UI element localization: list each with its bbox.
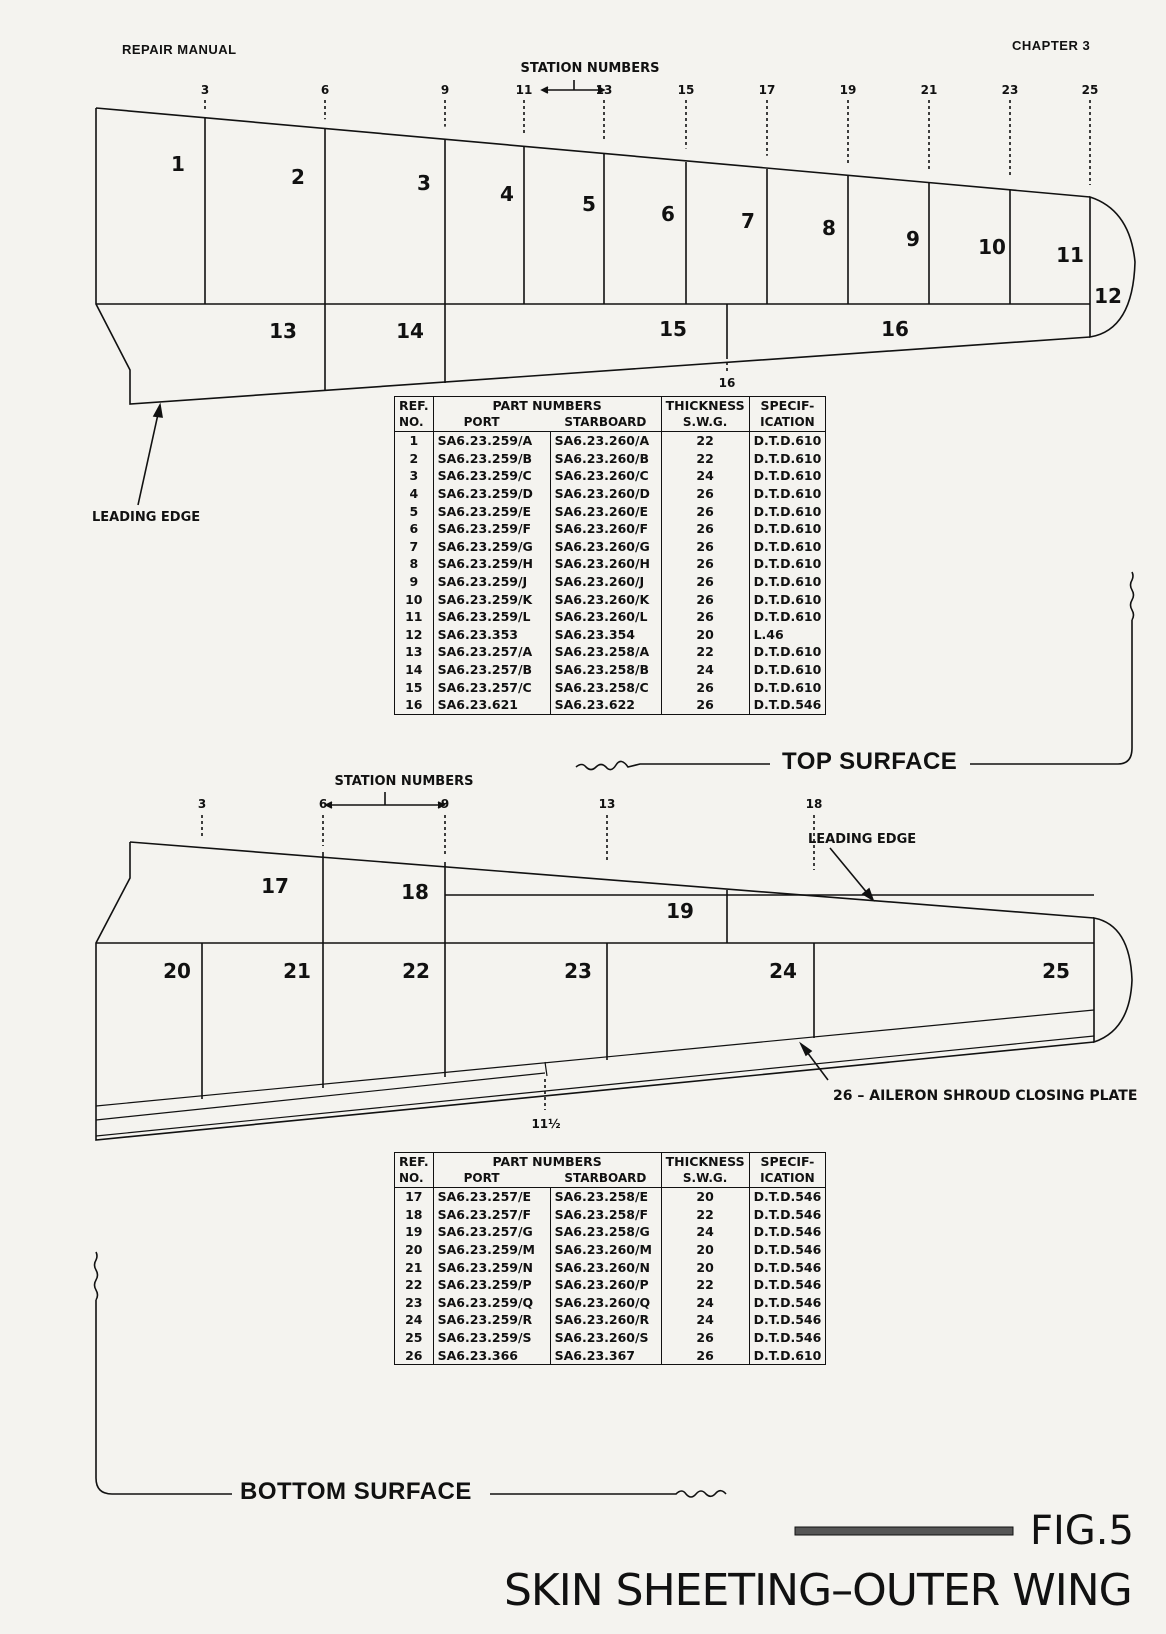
- panel-22: 22: [402, 959, 430, 983]
- panel-4: 4: [500, 182, 514, 206]
- spec-cell: D.T.D.546: [749, 1206, 826, 1224]
- ref-cell: 25: [395, 1329, 434, 1347]
- spec-cell: D.T.D.610: [749, 502, 826, 520]
- top-panel-numbers: [171, 152, 1122, 343]
- port-part-cell: SA6.23.259/K: [433, 590, 550, 608]
- thickness-cell: 20: [661, 626, 749, 644]
- panel-14: 14: [396, 319, 424, 343]
- table-row: [395, 1311, 826, 1329]
- top-wingtip: [1090, 197, 1135, 337]
- ref-cell: 13: [395, 643, 434, 661]
- thickness-cell: 26: [661, 485, 749, 503]
- top-station-numbers-label: STATION NUMBERS: [520, 61, 660, 76]
- spec-cell: D.T.D.610: [749, 1346, 826, 1364]
- starboard-part-cell: SA6.23.260/Q: [550, 1294, 661, 1312]
- ref-cell: 19: [395, 1223, 434, 1241]
- table-row: [395, 590, 826, 608]
- bottom-leading-edge-label: LEADING EDGE: [808, 832, 917, 847]
- spec-cell: D.T.D.546: [749, 1276, 826, 1294]
- panel-20: 20: [163, 959, 191, 983]
- station-label: 21: [920, 83, 938, 97]
- thickness-cell: 24: [661, 1311, 749, 1329]
- table-row: [395, 432, 826, 450]
- panel-6: 6: [661, 202, 675, 226]
- starboard-part-cell: SA6.23.258/A: [550, 643, 661, 661]
- station-label: 13: [595, 83, 613, 97]
- port-part-cell: SA6.23.259/P: [433, 1276, 550, 1294]
- ref-cell: 23: [395, 1294, 434, 1312]
- ref-cell: 9: [395, 573, 434, 591]
- panel-18: 18: [401, 880, 429, 904]
- starboard-part-cell: SA6.23.260/C: [550, 467, 661, 485]
- top-station-markers: [201, 83, 1099, 185]
- starboard-part-cell: SA6.23.258/G: [550, 1223, 661, 1241]
- station-label: 23: [1001, 83, 1019, 97]
- thickness-cell: 22: [661, 643, 749, 661]
- th-swg: S.W.G.: [661, 414, 749, 432]
- station-label: 6: [320, 83, 330, 97]
- thickness-cell: 26: [661, 520, 749, 538]
- spec-cell: D.T.D.610: [749, 450, 826, 468]
- table-row: [395, 467, 826, 485]
- starboard-part-cell: SA6.23.260/F: [550, 520, 661, 538]
- station-label: 13: [598, 797, 616, 811]
- ref-cell: 26: [395, 1346, 434, 1364]
- port-part-cell: SA6.23.259/J: [433, 573, 550, 591]
- th-part-numbers: PART NUMBERS: [433, 397, 661, 415]
- bottom-panel-19-lines: [445, 890, 1094, 943]
- ref-cell: 15: [395, 678, 434, 696]
- ref-cell: 8: [395, 555, 434, 573]
- thickness-cell: 22: [661, 432, 749, 450]
- starboard-part-cell: SA6.23.367: [550, 1346, 661, 1364]
- table-row: [395, 608, 826, 626]
- starboard-part-cell: SA6.23.354: [550, 626, 661, 644]
- panel-23: 23: [564, 959, 592, 983]
- thickness-cell: 22: [661, 450, 749, 468]
- bottom-station-bracket: [332, 792, 438, 805]
- th-spec: SPECIF-: [749, 1153, 826, 1171]
- th-port: PORT: [433, 1170, 550, 1188]
- table-row: [395, 1241, 826, 1259]
- table-row: [395, 678, 826, 696]
- starboard-part-cell: SA6.23.260/J: [550, 573, 661, 591]
- station-label: 11: [515, 83, 533, 97]
- figure-title: SKIN SHEETING–OUTER WING: [504, 1565, 1132, 1616]
- starboard-part-cell: SA6.23.258/C: [550, 678, 661, 696]
- spec-cell: D.T.D.546: [749, 1311, 826, 1329]
- th-ref: REF.: [395, 1153, 434, 1171]
- th-ication: ICATION: [749, 1170, 826, 1188]
- port-part-cell: SA6.23.259/S: [433, 1329, 550, 1347]
- ref-cell: 2: [395, 450, 434, 468]
- spec-cell: D.T.D.610: [749, 661, 826, 679]
- thickness-cell: 26: [661, 696, 749, 714]
- thickness-cell: 26: [661, 538, 749, 556]
- starboard-part-cell: SA6.23.258/F: [550, 1206, 661, 1224]
- panel-7: 7: [741, 209, 755, 233]
- top-wing-outline: [96, 108, 1090, 404]
- station-label: 9: [440, 83, 450, 97]
- thickness-cell: 20: [661, 1241, 749, 1259]
- ref-cell: 12: [395, 626, 434, 644]
- th-swg: S.W.G.: [661, 1170, 749, 1188]
- top-parts-table: [394, 396, 826, 715]
- port-part-cell: SA6.23.259/B: [433, 450, 550, 468]
- starboard-part-cell: SA6.23.260/G: [550, 538, 661, 556]
- panel-16: 16: [881, 317, 909, 341]
- panel-19: 19: [666, 899, 694, 923]
- spec-cell: D.T.D.610: [749, 590, 826, 608]
- starboard-part-cell: SA6.23.260/A: [550, 432, 661, 450]
- starboard-part-cell: SA6.23.258/B: [550, 661, 661, 679]
- spec-cell: D.T.D.610: [749, 678, 826, 696]
- thickness-cell: 26: [661, 608, 749, 626]
- spec-cell: D.T.D.610: [749, 467, 826, 485]
- thickness-cell: 20: [661, 1188, 749, 1206]
- panel-2: 2: [291, 165, 305, 189]
- table-row: [395, 450, 826, 468]
- bottom-surface-label: BOTTOM SURFACE: [234, 1478, 478, 1506]
- port-part-cell: SA6.23.259/A: [433, 432, 550, 450]
- table-row: [395, 1223, 826, 1241]
- spec-cell: D.T.D.546: [749, 1258, 826, 1276]
- port-part-cell: SA6.23.259/R: [433, 1311, 550, 1329]
- table-row: [395, 1294, 826, 1312]
- spec-cell: D.T.D.610: [749, 555, 826, 573]
- port-part-cell: SA6.23.257/F: [433, 1206, 550, 1224]
- thickness-cell: 26: [661, 555, 749, 573]
- starboard-part-cell: SA6.23.260/D: [550, 485, 661, 503]
- starboard-part-cell: SA6.23.258/E: [550, 1188, 661, 1206]
- port-part-cell: SA6.23.257/C: [433, 678, 550, 696]
- aileron-shroud-arrow: [801, 1044, 811, 1055]
- port-part-cell: SA6.23.366: [433, 1346, 550, 1364]
- spec-cell: D.T.D.610: [749, 520, 826, 538]
- figure-hatch-bar: [795, 1527, 1013, 1535]
- station-label: 3: [197, 797, 207, 811]
- thickness-cell: 26: [661, 678, 749, 696]
- bottom-surface-diagram: [95, 774, 1138, 1497]
- thickness-cell: 24: [661, 661, 749, 679]
- starboard-part-cell: SA6.23.260/H: [550, 555, 661, 573]
- spec-cell: D.T.D.610: [749, 538, 826, 556]
- bottom-parts-table: [394, 1152, 826, 1365]
- spec-cell: D.T.D.546: [749, 1294, 826, 1312]
- panel-3: 3: [417, 171, 431, 195]
- top-station-bracket: [548, 80, 598, 90]
- port-part-cell: SA6.23.257/A: [433, 643, 550, 661]
- port-part-cell: SA6.23.259/M: [433, 1241, 550, 1259]
- table-row: [395, 696, 826, 714]
- th-no: NO.: [395, 1170, 434, 1188]
- ref-cell: 5: [395, 502, 434, 520]
- ref-cell: 22: [395, 1276, 434, 1294]
- th-thickness: THICKNESS: [661, 397, 749, 415]
- port-part-cell: SA6.23.257/B: [433, 661, 550, 679]
- thickness-cell: 20: [661, 1258, 749, 1276]
- port-part-cell: SA6.23.259/H: [433, 555, 550, 573]
- thickness-cell: 24: [661, 1294, 749, 1312]
- bottom-wingtip: [1094, 918, 1132, 1042]
- table-row: [395, 1258, 826, 1276]
- starboard-part-cell: SA6.23.260/R: [550, 1311, 661, 1329]
- spec-cell: D.T.D.610: [749, 573, 826, 591]
- table-row: [395, 1206, 826, 1224]
- panel-9: 9: [906, 227, 920, 251]
- station-label: 18: [805, 797, 823, 811]
- starboard-part-cell: SA6.23.260/M: [550, 1241, 661, 1259]
- thickness-cell: 26: [661, 573, 749, 591]
- starboard-part-cell: SA6.23.260/K: [550, 590, 661, 608]
- ref-cell: 10: [395, 590, 434, 608]
- ref-cell: 21: [395, 1258, 434, 1276]
- port-part-cell: SA6.23.353: [433, 626, 550, 644]
- ref-cell: 1: [395, 432, 434, 450]
- station-label: 25: [1081, 83, 1099, 97]
- panel-1: 1: [171, 152, 185, 176]
- table-row: [395, 538, 826, 556]
- table-row: [395, 1188, 826, 1206]
- starboard-part-cell: SA6.23.260/L: [550, 608, 661, 626]
- table-row: [395, 520, 826, 538]
- panel-24: 24: [769, 959, 797, 983]
- aileron-shroud-label: 26 – AILERON SHROUD CLOSING PLATE: [833, 1088, 1138, 1104]
- panel-5: 5: [582, 192, 596, 216]
- th-ication: ICATION: [749, 414, 826, 432]
- port-part-cell: SA6.23.257/E: [433, 1188, 550, 1206]
- starboard-part-cell: SA6.23.260/S: [550, 1329, 661, 1347]
- port-part-cell: SA6.23.259/C: [433, 467, 550, 485]
- port-part-cell: SA6.23.257/G: [433, 1223, 550, 1241]
- station-label: 9: [440, 797, 450, 811]
- starboard-part-cell: SA6.23.260/B: [550, 450, 661, 468]
- starboard-part-cell: SA6.23.622: [550, 696, 661, 714]
- station-label: 19: [839, 83, 857, 97]
- ref-cell: 6: [395, 520, 434, 538]
- port-part-cell: SA6.23.259/G: [433, 538, 550, 556]
- table-row: [395, 661, 826, 679]
- ref-cell: 18: [395, 1206, 434, 1224]
- ref-cell: 11: [395, 608, 434, 626]
- thickness-cell: 22: [661, 1206, 749, 1224]
- header-chapter: CHAPTER 3: [1012, 38, 1091, 53]
- top-leading-edge-arrow: [154, 405, 162, 417]
- spec-cell: D.T.D.610: [749, 608, 826, 626]
- table-row: [395, 485, 826, 503]
- bottom-table-body: [395, 1188, 826, 1365]
- thickness-cell: 22: [661, 1276, 749, 1294]
- spec-cell: D.T.D.546: [749, 1188, 826, 1206]
- panel-11: 11: [1056, 243, 1084, 267]
- aileron-shroud-lines: [96, 1010, 1094, 1136]
- panel-8: 8: [822, 216, 836, 240]
- panel-13: 13: [269, 319, 297, 343]
- panel-25: 25: [1042, 959, 1070, 983]
- panel-15: 15: [659, 317, 687, 341]
- starboard-part-cell: SA6.23.260/P: [550, 1276, 661, 1294]
- station-label: 6: [318, 797, 328, 811]
- thickness-cell: 24: [661, 467, 749, 485]
- thickness-cell: 26: [661, 590, 749, 608]
- ref-cell: 24: [395, 1311, 434, 1329]
- table-row: [395, 643, 826, 661]
- bottom-panel-numbers: [163, 874, 1070, 983]
- ref-cell: 16: [395, 696, 434, 714]
- ref-cell: 7: [395, 538, 434, 556]
- top-rib-lines: [205, 118, 1010, 391]
- bottom-station-11-5-label: 11½: [531, 1117, 561, 1131]
- panel-12: 12: [1094, 284, 1122, 308]
- spec-cell: D.T.D.610: [749, 432, 826, 450]
- spec-cell: L.46: [749, 626, 826, 644]
- header-repair-manual: REPAIR MANUAL: [122, 42, 237, 57]
- th-thickness: THICKNESS: [661, 1153, 749, 1171]
- th-no: NO.: [395, 414, 434, 432]
- th-port: PORT: [433, 414, 550, 432]
- port-part-cell: SA6.23.259/N: [433, 1258, 550, 1276]
- top-leading-edge-leader: [138, 405, 160, 505]
- starboard-part-cell: SA6.23.260/N: [550, 1258, 661, 1276]
- spec-cell: D.T.D.610: [749, 485, 826, 503]
- ref-cell: 4: [395, 485, 434, 503]
- table-row: [395, 1329, 826, 1347]
- spec-cell: D.T.D.546: [749, 696, 826, 714]
- top-table-body: [395, 432, 826, 715]
- table-row: [395, 555, 826, 573]
- ref-cell: 3: [395, 467, 434, 485]
- table-row: [395, 1346, 826, 1364]
- th-starboard: STARBOARD: [550, 1170, 661, 1188]
- th-ref: REF.: [395, 397, 434, 415]
- table-row: [395, 626, 826, 644]
- spec-cell: D.T.D.546: [749, 1223, 826, 1241]
- table-row: [395, 1276, 826, 1294]
- spec-cell: D.T.D.610: [749, 643, 826, 661]
- port-part-cell: SA6.23.259/D: [433, 485, 550, 503]
- station-label: 15: [677, 83, 695, 97]
- port-part-cell: SA6.23.621: [433, 696, 550, 714]
- thickness-cell: 24: [661, 1223, 749, 1241]
- panel-10: 10: [978, 235, 1006, 259]
- spec-cell: D.T.D.546: [749, 1329, 826, 1347]
- starboard-part-cell: SA6.23.260/E: [550, 502, 661, 520]
- ref-cell: 20: [395, 1241, 434, 1259]
- panel-21: 21: [283, 959, 311, 983]
- panel-17: 17: [261, 874, 289, 898]
- spec-cell: D.T.D.546: [749, 1241, 826, 1259]
- th-spec: SPECIF-: [749, 397, 826, 415]
- ref-cell: 14: [395, 661, 434, 679]
- figure-number: FIG.5: [1030, 1508, 1134, 1554]
- thickness-cell: 26: [661, 1346, 749, 1364]
- port-part-cell: SA6.23.259/E: [433, 502, 550, 520]
- station-label: 3: [200, 83, 210, 97]
- table-row: [395, 573, 826, 591]
- bottom-station-markers: [198, 797, 823, 870]
- bottom-station-numbers-label: STATION NUMBERS: [334, 774, 474, 789]
- ref-cell: 17: [395, 1188, 434, 1206]
- top-surface-label: TOP SURFACE: [776, 748, 963, 776]
- top-leading-edge-label: LEADING EDGE: [92, 510, 201, 525]
- thickness-cell: 26: [661, 1329, 749, 1347]
- th-starboard: STARBOARD: [550, 414, 661, 432]
- table-row: [395, 502, 826, 520]
- port-part-cell: SA6.23.259/L: [433, 608, 550, 626]
- port-part-cell: SA6.23.259/F: [433, 520, 550, 538]
- station-label: 17: [758, 83, 776, 97]
- th-part-numbers: PART NUMBERS: [433, 1153, 661, 1171]
- top-station-16-label: 16: [718, 376, 736, 390]
- port-part-cell: SA6.23.259/Q: [433, 1294, 550, 1312]
- thickness-cell: 26: [661, 502, 749, 520]
